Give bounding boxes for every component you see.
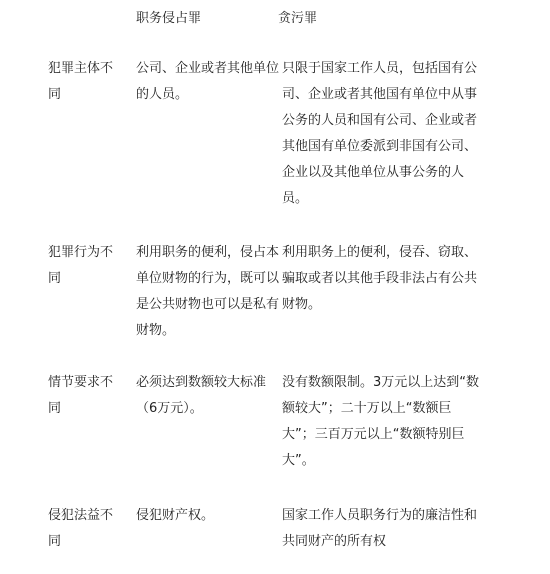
row-cell-col3: 利用职务上的便利，侵吞、窃取、骗取或者以其他手段非法占有公共财物。: [282, 245, 478, 312]
row-label: 犯罪主体不同: [48, 61, 114, 102]
table-row: [0, 56, 482, 212]
table-row: [0, 503, 482, 555]
row-label: 情节要求不同: [48, 375, 114, 416]
table-row: [0, 240, 482, 344]
row-label: 犯罪行为不同: [48, 245, 114, 286]
header-col-corruption: 贪污罪: [278, 11, 318, 26]
row-cell-col3: 只限于国家工作人员，包括国有公司、企业或者其他国有单位中从事公务的人员和国有公司、企业或者其他国有单位委派到非国有公司、企业以及其他单位从事公务的人员。: [282, 61, 478, 206]
row-cell-col2: 公司、企业或者其他单位的人员。: [136, 61, 280, 102]
row-cell-col3: 没有数额限制。3万元以上达到“数额较大”；二十万以上“数额巨大”；三百万元以上“数额特别巨大”。: [282, 375, 480, 468]
row-cell-col2: 必须达到数额较大标准（6万元）。: [136, 375, 267, 416]
header-col-embezzlement-by-duty: 职务侵占罪: [136, 11, 202, 26]
row-cell-col2: 利用职务的便利，侵占本单位财物的行为，既可以是公共财物也可以是私有财物。: [136, 245, 280, 338]
row-cell-col2: 侵犯财产权。: [136, 508, 215, 523]
row-label: 侵犯法益不同: [48, 508, 114, 549]
table-header: [0, 6, 317, 32]
table-row: [0, 370, 482, 474]
row-cell-col3: 国家工作人员职务行为的廉洁性和共同财产的所有权: [282, 508, 478, 549]
